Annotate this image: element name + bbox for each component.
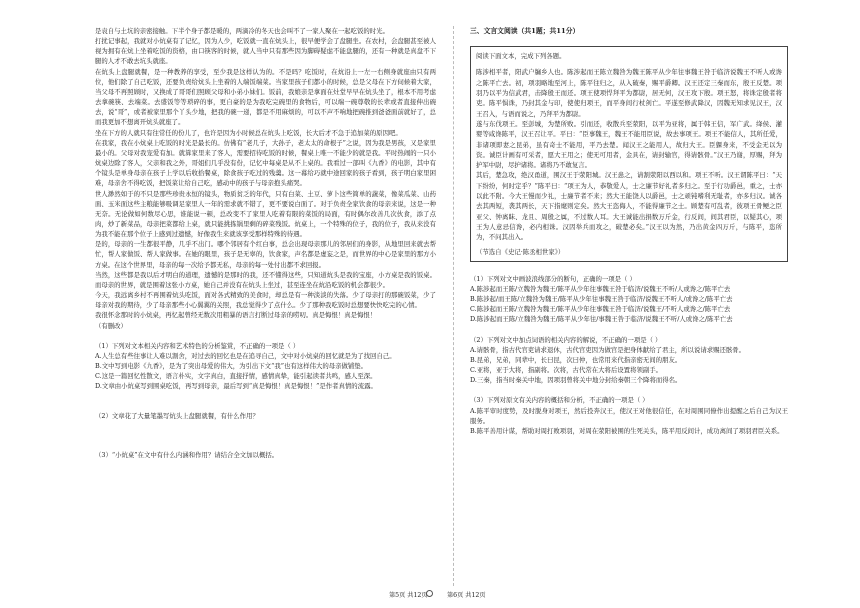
page-number-left: 第5页 共12页 [389,592,428,599]
question-2-option-d[interactable]: D.三秦，指当时秦关中地，因项羽曾将关中地分封给秦朝三个降将而得名。 [470,376,682,385]
classical-passage-source: （节选自《史记·陈丞相世家》） [476,247,565,256]
passage-paragraph: 今天，我远离乡村不再围着炕头吃饭，面对各式精致的美食时，却总是有一种淡淡的失落。少了母亲打的那碗饭菜，少了母亲对我的期待，少了母亲那些小心翼翼的关照，我总觉得少了点什么。少了那种我吃饭时总想要快快吃完的心情。 [95,291,436,310]
question-1-option-a[interactable]: A.陈涉起而王陈/立魏咎为魏王/陈平从少年往事魏王咎于临济/说魏王不听/人或谗之/陈平亡去 [470,284,731,293]
reading-intro: 阅读下面文本，完成下列各题。 [476,52,566,61]
question-1-option-b[interactable]: B.陈涉起/而王陈/立魏咎为魏王/陈平从少年往事魏王咎于临济/说魏王不听人/或谗之/陈平亡去 [470,295,733,304]
question-2-option-c[interactable]: C.亚将，亚于大将，指副将。次将，古代常在大将后设置将领副手。 [470,366,663,375]
question-3-option-a[interactable]: A.陈平审时度势，及时脱身对项王，然后投奔汉王，使汉王对他很信任，在对周围同僚作出提醒之后自己为汉王服务。 [470,406,788,425]
page-divider [453,26,454,586]
question-3-stem: （3）“小炕桌”在文中有什么内涵和作用？请结合全文加以概括。 [95,450,279,459]
page-number-right: 第6页 共12页 [447,592,486,599]
question-1-option-d[interactable]: D.文章由小炕桌写到围桌吃饭，再写到母亲，最后写到“真是悔恨！真是悔恨！”是作者真情的流露。 [95,382,377,391]
question-2-stem: （2）下列对文中加点词语的相关内容的解说，不正确的一项是（ ） [470,335,662,344]
classical-passage-paragraph: 陈涉相平者，阳武户牖乡人也。陈涉起而王陈立魏咎为魏王陈平从少年往事魏王咎于临济说魏王不听人或谗之陈平亡去。初，项羽略地至河上，陈平往归之，从入破秦，赐平爵卿。汉王还定三秦而东，殷王反楚。项羽乃以平为信武君，击降殷王而还。项王使项悍拜平为都尉，居无何，汉王攻下殷。项王怒，将诛定殷者将吏。陈平惧诛，乃封其金与印，使使归项王，而平身间行杖剑亡。平遂至修武降汉，因魏无知求见汉王，汉王召入，与语而说之，乃拜平为都尉。 [476,68,782,118]
question-2-stem: （2）文章花了大量笔墨写炕头上盘腿就餐，有什么作用？ [95,412,259,421]
classical-passage-paragraph: 其后，楚急攻，绝汉甬道，围汉王于荥阳城。汉王患之，请割荥阳以西以和。项王不听。汉王谓陈平曰：“天下纷纷，何时定乎？”陈平曰：“项王为人，恭敬爱人，士之廉节好礼者多归之。至于行功爵邑，重之，士亦以此不附。今大王慢而少礼，士廉节者不来；然大王能饶人以爵邑，士之顽钝嗜利无耻者，亦多归汉。诚各去其两短，袭其两长，天下指麾则定矣。然大王恣侮人，不能得廉节之士。顾楚有可乱者，彼项王骨鲠之臣亚父、钟离眛、龙且、周殷之属，不过数人耳。大王诚能出捐数万斤金，行反间，间其君臣，以疑其心，项王为人意忌信谗，必内相诛。汉因举兵而攻之，破楚必矣。”汉王以为然，乃出黄金四万斤，与陈平，恣所为，不问其出入。 [476,171,782,242]
question-1-option-c[interactable]: C.这是一篇回忆性散文，语言朴实，文字真白，直接抒情，感情真挚，能引起读者共鸣，感人至深。 [95,372,377,381]
passage-paragraph: 是的，母亲的一生都很平静，几乎不出门。哪个邻居有个红白事，总会出现母亲那儿的邻居们的身影，从地里回来就去帮忙，帮人家做饭、帮人家做事。在她的眼里，孩子是无辜的，饮食家，声名都是虚妄之是，而世界的中心是家里的那方小方桌。在这个世界里，母亲的每一次给予都无私，母亲的每一处付出都不求回报。 [95,240,436,269]
passage-paragraph: 坐在下方的人就只有往常任的份儿了，也许是因为小时候总在炕头上吃饭，长大后才不急于追加菜的原因吧。 [95,128,402,137]
question-2-option-b[interactable]: B.昆弟，兄弟，同辈中，长曰昆，次曰仲，也常用来代指亲密无间的朋友。 [470,355,682,364]
passage-paragraph: 我很怀念那时的小炕桌，再忆起曾经无数次用粗暴的语言打断过母亲的唠叨。真是悔恨！真是悔恨！ [95,311,377,320]
passage-paragraph: 在炕头上盘腿就餐，是一种教养的享受，至少我是这样认为的。不是吗？吃饭时，在炕沿上一左一右侧身就座由只有两位，他们除了自己吃饭，还要负责给炕头上坐着的人端饭端菜。当家里孩子们都小的时候，总是父母在下方伺候着大家，当父母不再照顾时，又换成了哥哥们照顾父母和小弟小妹们。饭前，我娘亲是拿面在灶堂早早在炕头坐了，根本不用考虑去拿碗筷、去端菜。去盛饭等等琐碎的事，更自豪的是为我吃完碗里的食物后，可以端一碗尊敬的长辈或者直接伸出碗去，说“哥”，或者被家里那个丫头少地，把我的碗一递，都是不用麻烦的，可以不声不响地把碗推到爸爸面前就好了，总而我更加不想离开炕头就座了。 [95,67,436,127]
passage-paragraph: 是袁自与土坑的亲密接触。下半个身子都是暖的，两滴冷的冬天也会叫不了一家人聚在一起吃饭的时光。 [95,27,389,35]
passage-paragraph: 打扰记事起，我就对小炕桌有了记忆，因为人少，吃饭就一直在炕头上，很早便学会了盘腿坐。在农村，会盘腿甚至被人视为拥有在炕上坐着吃饭的资格，由口筷客的时候，就人当中只有那些因为脚碍疑虑不能盘腿的，还有一种就是真盘不下腿的人才不敢去坑头就座。 [95,37,436,66]
passage-paragraph: 在我家，我在小炕桌上吃饭的时光是最长的。仿佛有“老几子，大孙子，老太太的命根子”之说，因为我是男孩，又是家里最小的。父母对我宠爱有加。就算家里来了客人，需要招待吃饭的时候，餐桌上唯一不能少的就是我。平时热闹的一只小炕桌边除了客人，父亲和我之外，哥姐们几乎没有份，记忆中每桌是从不上桌的。我看过一部叫《九香》的电影，其中有个镜头是单身母亲在孩子上学以后收拾餐桌，除食孩子吃过的残羹。这一幕给巧就中途回家的孩子看到，孩子明白家里困难，母亲舍不得吃饭，把饭菜让给自己吃，感动中的孩子与母亲抱头痛哭。 [95,138,436,188]
question-3-stem: （3）下列对原文有关内容的概括和分析，不正确的一项是（ ） [470,396,649,405]
question-1-option-a[interactable]: A.人生总有些往事让人难以割舍，对过去的回忆也是在追寻自己，文中对小炕桌的回忆就是为了找回自己。 [95,351,396,360]
question-1-option-d[interactable]: D.陈涉起而王陈/立魏咎为魏王/陈平从少年往/事魏王咎于临济/说魏王不听/人或谗之/陈平亡去 [470,315,733,324]
passage-paragraph: 世人渺然如于的不只是那些珍贵永恒的镜头，物质贫乏的年代，只有白菜、土豆、萝卜这些简单的蔬菜，像菜瓜菜、山药面、玉米面这些主粮能够吸调足家里人一年的需求就不错了，更不要说白面了。对于负责全家饮食的母亲来说，这是一种无奈。无论做如何数尽心思，谁能说一顿，总改变不了家里人吃着有限的菜饭的局面，有时偶尔改善几次伙食，添了点肉，炒了新菜品，母亲把菜都给上桌，就只能挑拣锅里剩的碎菜残饭。炕桌上，一个特殊的位子，我的位子，我从来没有为我不能在那个位子上感到过遗憾，好像我生来就该享受那样特殊的待遇。 [95,189,436,239]
page-divider-circle-icon [426,590,433,597]
question-1-option-b[interactable]: B.文中写到电影《九香》，是为了突出母爱的伟大，为引出下文“我”也有这样伟大的母亲做铺垫。 [95,362,368,370]
left-page-column [95,26,436,460]
question-3-option-b[interactable]: B.陈平善用计谋，帮助对周打败项羽，对周在荥阳被围的生死关头，陈平用反间计，成功离间了项羽君臣关系。 [470,426,784,435]
question-2-option-a[interactable]: A.请骸骨，指古代官吏请求退休，古代官吏因为做官是把身体献给了君主，所以说请求赐还骸骨。 [470,345,746,354]
classical-passage-paragraph: 遂与东伐项王。至彭城，为楚所败。引而还，收散兵至荥阳，以平为亚将，属于韩王信，军广武。绛侯、灌婴等咸谗陈平，汉王召让平。平曰：“臣事魏王，魏王不能用臣说，故去事项王。项王不能信人，其所任爱，非诸项即妻之昆弟，虽有奇士不能用，平乃去楚。闻汉王之能用人，故归大王。臣躶身来，不受金无以为资。诚臣计画有可采者，愿大王用之；使无可用者，金具在，请封输官，得请骸骨。”汉王乃谢，厚赐，拜为护军中尉，尽护诸将。诸将乃不敢复言。 [476,119,782,170]
question-1-stem: （1）下列对文中画波浪线部分的断句，正确的一项是（ ） [470,274,636,283]
passage-paragraph: 当然，这些都是我以后才明白的道理，遗憾的是那时的我，还不懂得这些，只知道炕头是我的宝座，小方桌是我的饭桌。而母亲的世界，就是围着这张小方桌，她自己并没有在炕头上坐过，甚至连坐在炕沿吃饭的机会都很少。 [95,270,436,289]
section-title: 三、文言文阅读（共1题；共11分） [470,27,580,35]
question-1-option-c[interactable]: C.陈涉起而王陈/立魏咎为魏王/陈平从少年往事魏王咎于临济/说魏王/不听人或谗之/陈平亡去 [470,305,731,314]
passage-source: （有删改） [95,321,127,330]
reading-passage-box [470,46,788,262]
right-page-column [470,26,788,436]
question-1-stem: （1）下列对文本相关内容和艺术特色的分析鉴赏，不正确的一项是（ ） [95,341,300,350]
